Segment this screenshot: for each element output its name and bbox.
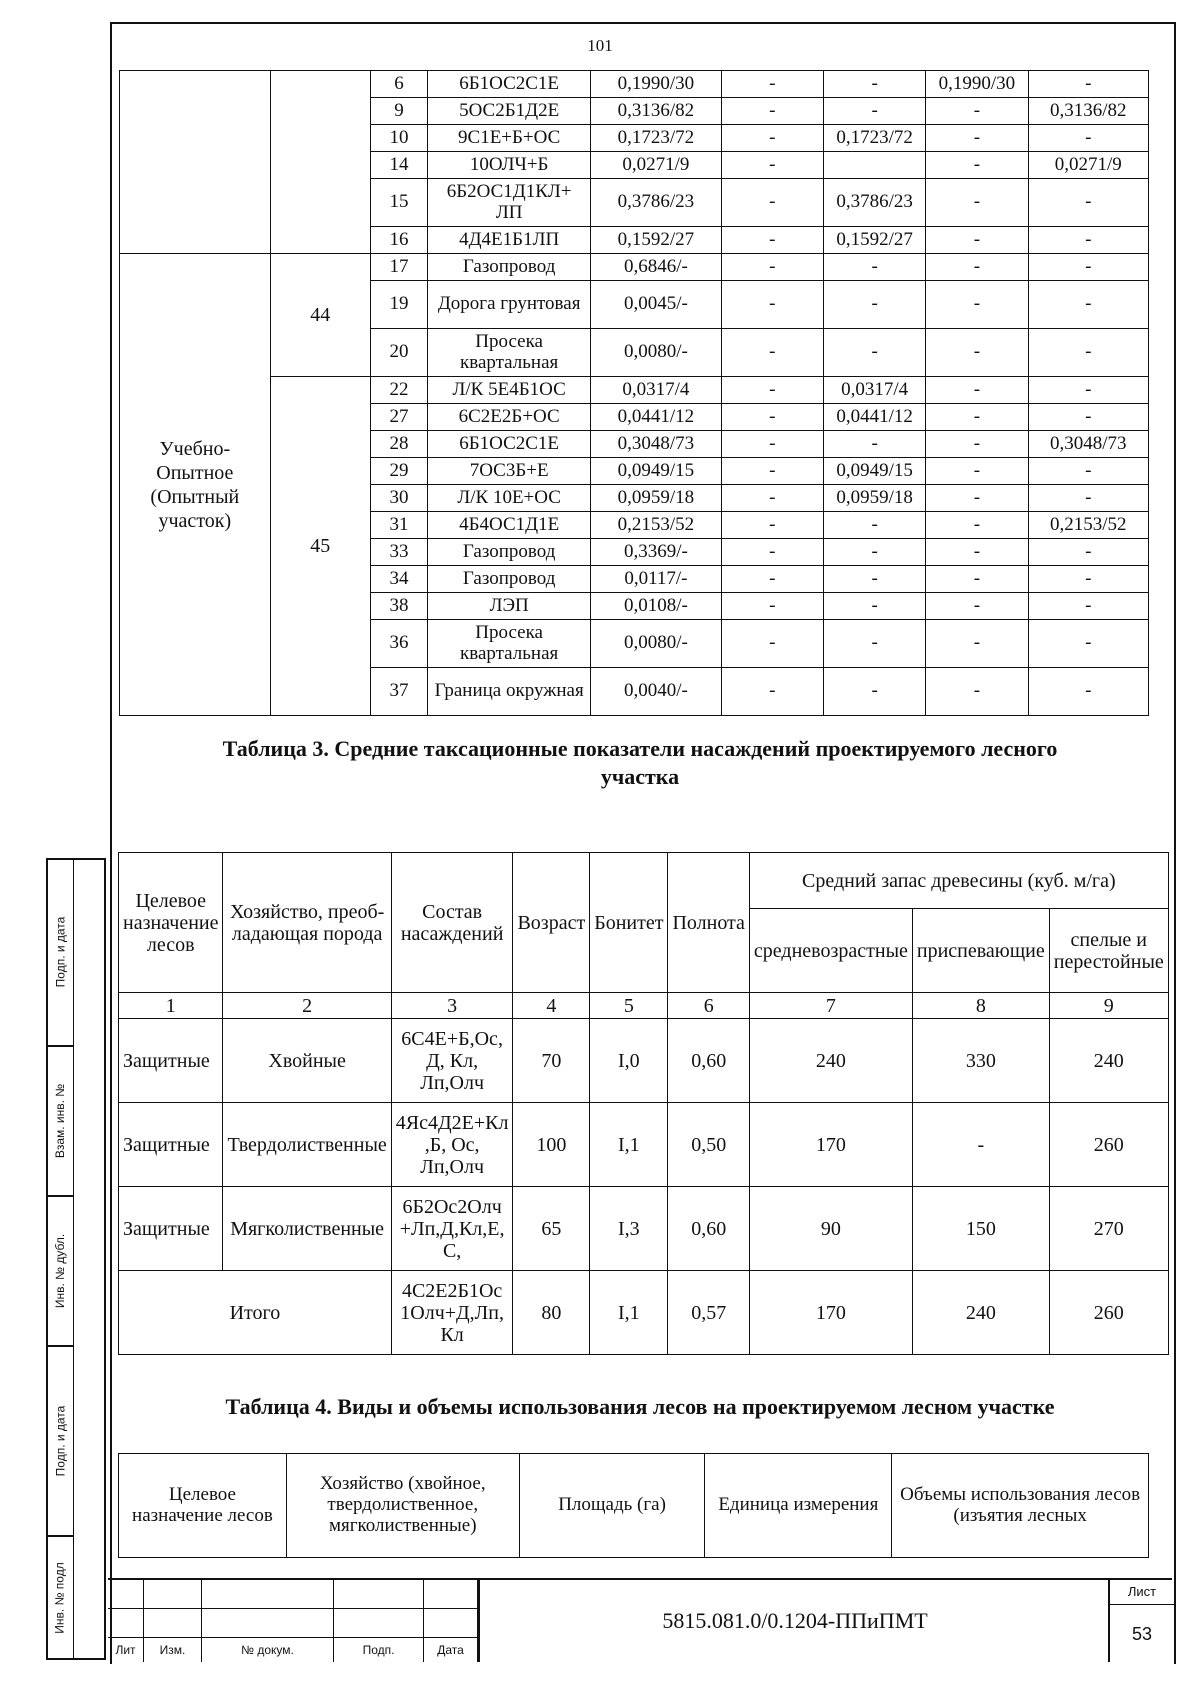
- table-cell: 10ОЛЧ+Б: [428, 152, 591, 179]
- table-cell: 0,3786/23: [823, 179, 925, 227]
- table-cell: -: [1028, 668, 1148, 716]
- table-cell: 0,3786/23: [591, 179, 721, 227]
- column-number: 2: [223, 993, 391, 1019]
- table-cell: -: [926, 539, 1028, 566]
- table-cell: 4Б4ОС1Д1Е: [428, 512, 591, 539]
- table-cell: -: [721, 281, 823, 329]
- table-cell: Хвойные: [223, 1019, 391, 1103]
- table-cell: -: [823, 254, 925, 281]
- table-cell: 0,1723/72: [591, 125, 721, 152]
- side-label-cell: [46, 1536, 74, 1660]
- table-cell: 0,3136/82: [1028, 98, 1148, 125]
- column-header: Единица измерения: [705, 1454, 892, 1558]
- table-cell: 37: [370, 668, 427, 716]
- table-cell: 240: [749, 1019, 912, 1103]
- stamp-column: [334, 1580, 424, 1662]
- table-cell: 330: [912, 1019, 1049, 1103]
- table-cell: -: [721, 431, 823, 458]
- table-cell: 0,0040/-: [591, 668, 721, 716]
- table-cell: 0,1990/30: [926, 71, 1028, 98]
- table-cell: 0,0441/12: [823, 404, 925, 431]
- side-label: Подп. и дата: [53, 916, 67, 988]
- table-cell: 0,0317/4: [591, 377, 721, 404]
- side-label-cell: [46, 1046, 74, 1196]
- col-density: Полнота: [668, 853, 749, 993]
- table-row: [119, 1187, 1169, 1271]
- table-cell: -: [721, 620, 823, 668]
- table-cell: 0,57: [668, 1271, 749, 1355]
- table-cell: -: [823, 539, 925, 566]
- table-cell: Дорога грунтовая: [428, 281, 591, 329]
- side-label: Инв. № дубл.: [53, 1233, 67, 1309]
- table-cell: 80: [513, 1271, 590, 1355]
- table-cell: -: [823, 281, 925, 329]
- table-cell: -: [823, 98, 925, 125]
- col-stock: Средний запас древесины (куб. м/га): [749, 853, 1168, 909]
- table-cell: -: [926, 404, 1028, 431]
- table-row: [119, 1103, 1169, 1187]
- table-cell: -: [1028, 71, 1148, 98]
- block-44: 44: [270, 254, 370, 377]
- table-cell: 0,2153/52: [591, 512, 721, 539]
- group-label: Учебно- Опытное (Опытный участок): [120, 254, 271, 716]
- forest-use-table: [118, 1453, 1149, 1558]
- table-cell: -: [1028, 179, 1148, 227]
- table-cell: 20: [370, 329, 427, 377]
- table-cell: -: [1028, 566, 1148, 593]
- table-cell: -: [823, 620, 925, 668]
- land-plots-table-body: [120, 71, 1149, 716]
- page-number: 101: [587, 36, 613, 55]
- table-cell: -: [926, 458, 1028, 485]
- table-cell: -: [721, 539, 823, 566]
- table-cell: 6С4Е+Б,Ос, Д, Кл, Лп,Олч: [391, 1019, 513, 1103]
- table-cell: Газопровод: [428, 539, 591, 566]
- table-cell: -: [1028, 281, 1148, 329]
- table-cell: Просека квартальная: [428, 620, 591, 668]
- table-cell: -: [1028, 404, 1148, 431]
- table-cell: I,3: [590, 1187, 668, 1271]
- stamp-column-label: Лит: [115, 1643, 136, 1657]
- table-cell: 22: [370, 377, 427, 404]
- stamp-column-label: № докум.: [241, 1643, 294, 1657]
- side-label-cell: [46, 1196, 74, 1346]
- col-ripening: приспевающие: [912, 909, 1049, 993]
- table-cell: 0,2153/52: [1028, 512, 1148, 539]
- table-cell: -: [1028, 227, 1148, 254]
- table-cell: 0,50: [668, 1103, 749, 1187]
- table-cell: 31: [370, 512, 427, 539]
- table-cell: -: [926, 329, 1028, 377]
- stamp-column: [108, 1580, 144, 1662]
- table-cell: 0,1592/27: [823, 227, 925, 254]
- taxation-table: [118, 852, 1169, 1355]
- table-cell: 33: [370, 539, 427, 566]
- table-cell: -: [926, 377, 1028, 404]
- col-farm: Хозяйство, преоб- ладающая порода: [223, 853, 391, 993]
- table-cell: Газопровод: [428, 254, 591, 281]
- block-cell-empty: [270, 71, 370, 254]
- table-cell: 19: [370, 281, 427, 329]
- table-cell: [823, 152, 925, 179]
- table-cell: Газопровод: [428, 566, 591, 593]
- table-cell: I,1: [590, 1271, 668, 1355]
- table-cell: -: [721, 566, 823, 593]
- col-bonitet: Бонитет: [590, 853, 668, 993]
- table-cell: -: [721, 593, 823, 620]
- table-cell: 0,0441/12: [591, 404, 721, 431]
- stamp-column-label: Дата: [437, 1643, 464, 1657]
- table-cell: -: [1028, 593, 1148, 620]
- table-cell: 0,0949/15: [591, 458, 721, 485]
- table-cell: 15: [370, 179, 427, 227]
- table-cell: 0,0080/-: [591, 620, 721, 668]
- table-cell: 260: [1049, 1271, 1168, 1355]
- table-cell: 150: [912, 1187, 1049, 1271]
- table-cell: I,1: [590, 1103, 668, 1187]
- table-cell: 100: [513, 1103, 590, 1187]
- table-row: [119, 1019, 1169, 1103]
- column-header: Целевое назначение лесов: [119, 1454, 287, 1558]
- stamp-column: [144, 1580, 202, 1662]
- side-label: Инв. № подл: [53, 1562, 68, 1634]
- table-cell: 0,0271/9: [591, 152, 721, 179]
- table-cell: -: [721, 254, 823, 281]
- table-cell: 0,0959/18: [591, 485, 721, 512]
- table-cell: -: [1028, 539, 1148, 566]
- table-cell: -: [926, 98, 1028, 125]
- col-mid-age: средневозрастные: [749, 909, 912, 993]
- table-cell: Граница окружная: [428, 668, 591, 716]
- table-cell: -: [1028, 254, 1148, 281]
- table-cell: 0,60: [668, 1187, 749, 1271]
- total-row: [119, 1271, 1169, 1355]
- stamp-column-label: Изм.: [159, 1643, 186, 1657]
- side-label-cell: [46, 1346, 74, 1536]
- table-cell: 16: [370, 227, 427, 254]
- table-cell: 270: [1049, 1187, 1168, 1271]
- table-cell: 6Б2Ос2Олч +Лп,Д,Кл,Е, С,: [391, 1187, 513, 1271]
- side-label-cell: [46, 858, 74, 1046]
- table-cell: -: [721, 179, 823, 227]
- sheet-box: [1108, 1580, 1174, 1662]
- table-cell: -: [721, 71, 823, 98]
- table-cell: Защитные: [119, 1187, 223, 1271]
- table-cell: 9С1Е+Б+ОС: [428, 125, 591, 152]
- table-cell: -: [926, 668, 1028, 716]
- table-cell: -: [1028, 329, 1148, 377]
- side-label: Взам. инв. №: [53, 1083, 67, 1159]
- column-header: Хозяйство (хвойное, твердолиственное, мягколиственные): [286, 1454, 519, 1558]
- table-row: [120, 71, 1149, 98]
- forest-use-header-row: [119, 1454, 1149, 1558]
- column-header: Объемы использования лесов (изъятия лесных: [892, 1454, 1149, 1558]
- table-cell: 38: [370, 593, 427, 620]
- table-cell: 0,1592/27: [591, 227, 721, 254]
- table-cell: -: [1028, 620, 1148, 668]
- table-cell: -: [926, 593, 1028, 620]
- table-cell: -: [823, 512, 925, 539]
- table-cell: -: [721, 512, 823, 539]
- block-45: 45: [270, 377, 370, 716]
- table-cell: 0,3369/-: [591, 539, 721, 566]
- table-cell: -: [721, 152, 823, 179]
- table-cell: 0,3048/73: [591, 431, 721, 458]
- table-cell: 70: [513, 1019, 590, 1103]
- column-number: 1: [119, 993, 223, 1019]
- document-code: 5815.081.0/0.1204-ППиПМТ: [478, 1580, 1110, 1662]
- table-cell: -: [926, 179, 1028, 227]
- column-number: 7: [749, 993, 912, 1019]
- table-cell: -: [926, 566, 1028, 593]
- table-cell: 170: [749, 1271, 912, 1355]
- table-cell: -: [721, 485, 823, 512]
- table-cell: 0,0949/15: [823, 458, 925, 485]
- table-cell: -: [926, 254, 1028, 281]
- table-cell: Л/К 5Е4Б1ОС: [428, 377, 591, 404]
- table-cell: -: [926, 431, 1028, 458]
- table-cell: -: [1028, 377, 1148, 404]
- table-cell: 0,60: [668, 1019, 749, 1103]
- table-cell: -: [926, 485, 1028, 512]
- stamp-column: [424, 1580, 478, 1662]
- table-cell: -: [823, 431, 925, 458]
- table-cell: -: [926, 281, 1028, 329]
- table-cell: -: [926, 620, 1028, 668]
- table-cell: 65: [513, 1187, 590, 1271]
- stamp-column: [202, 1580, 334, 1662]
- table-cell: 0,1723/72: [823, 125, 925, 152]
- column-number: 4: [513, 993, 590, 1019]
- table-cell: 17: [370, 254, 427, 281]
- table-cell: -: [823, 71, 925, 98]
- table-cell: -: [721, 98, 823, 125]
- table-cell: -: [721, 404, 823, 431]
- table-cell: I,0: [590, 1019, 668, 1103]
- table-cell: -: [823, 566, 925, 593]
- table-cell: ЛЭП: [428, 593, 591, 620]
- table-cell: Защитные: [119, 1103, 223, 1187]
- table-cell: 240: [912, 1271, 1049, 1355]
- table-cell: -: [926, 125, 1028, 152]
- table-cell: Защитные: [119, 1019, 223, 1103]
- table-row: [120, 254, 1149, 281]
- column-header: Площадь (га): [519, 1454, 705, 1558]
- land-plots-table: [119, 70, 1149, 716]
- column-number: 9: [1049, 993, 1168, 1019]
- table-cell: -: [912, 1103, 1049, 1187]
- total-label: Итого: [119, 1271, 392, 1355]
- table-cell: 0,0317/4: [823, 377, 925, 404]
- table-cell: -: [721, 668, 823, 716]
- table-cell: 0,0117/-: [591, 566, 721, 593]
- table-cell: -: [823, 593, 925, 620]
- table-cell: 0,0108/-: [591, 593, 721, 620]
- table-cell: 27: [370, 404, 427, 431]
- table-cell: Твердолиственные: [223, 1103, 391, 1187]
- column-number: 3: [391, 993, 513, 1019]
- column-number: 6: [668, 993, 749, 1019]
- table-cell: -: [926, 512, 1028, 539]
- column-number: 8: [912, 993, 1049, 1019]
- column-numbers-row: [119, 993, 1169, 1019]
- stamp-column-label: Подп.: [362, 1643, 395, 1657]
- table-cell: -: [721, 125, 823, 152]
- table-cell: 10: [370, 125, 427, 152]
- table4-caption: Таблица 4. Виды и объемы использования лесов на проектируемом лесном участке: [225, 1394, 1055, 1419]
- table-cell: 260: [1049, 1103, 1168, 1187]
- table-cell: -: [1028, 125, 1148, 152]
- table-cell: 0,0271/9: [1028, 152, 1148, 179]
- table-cell: 28: [370, 431, 427, 458]
- table-cell: Мягколиственные: [223, 1187, 391, 1271]
- table-cell: 170: [749, 1103, 912, 1187]
- table-cell: 0,1990/30: [591, 71, 721, 98]
- table-cell: Просека квартальная: [428, 329, 591, 377]
- table-cell: 6Б1ОС2С1Е: [428, 431, 591, 458]
- table-cell: 14: [370, 152, 427, 179]
- title-block: [108, 1578, 1172, 1662]
- table-cell: 36: [370, 620, 427, 668]
- table-cell: 0,3136/82: [591, 98, 721, 125]
- col-purpose: Целевое назначение лесов: [119, 853, 223, 993]
- table-cell: 240: [1049, 1019, 1168, 1103]
- table-cell: -: [721, 329, 823, 377]
- table-cell: -: [926, 152, 1028, 179]
- table-cell: 34: [370, 566, 427, 593]
- table-cell: 5ОС2Б1Д2Е: [428, 98, 591, 125]
- table-cell: -: [1028, 485, 1148, 512]
- col-mature: спелые и перестойные: [1049, 909, 1168, 993]
- table-cell: 0,3048/73: [1028, 431, 1148, 458]
- table-cell: 6Б1ОС2С1Е: [428, 71, 591, 98]
- table-cell: 7ОС3Б+Е: [428, 458, 591, 485]
- stamp-grid: [108, 1580, 478, 1662]
- table-cell: 0,6846/-: [591, 254, 721, 281]
- table-cell: 29: [370, 458, 427, 485]
- table-cell: 6Б2ОС1Д1КЛ+ ЛП: [428, 179, 591, 227]
- table-cell: -: [721, 227, 823, 254]
- table-cell: -: [823, 329, 925, 377]
- table-cell: 0,0045/-: [591, 281, 721, 329]
- column-number: 5: [590, 993, 668, 1019]
- table-cell: -: [823, 668, 925, 716]
- table-cell: 30: [370, 485, 427, 512]
- col-composition: Состав насаждений: [391, 853, 513, 993]
- table-cell: -: [721, 458, 823, 485]
- table-cell: -: [926, 227, 1028, 254]
- taxation-table-body: [119, 1019, 1169, 1355]
- col-age: Возраст: [513, 853, 590, 993]
- table-cell: 9: [370, 98, 427, 125]
- table3-caption: Таблица 3. Средние таксационные показатели насаждений проектируемого лесного участка: [222, 736, 1058, 789]
- table-cell: -: [1028, 458, 1148, 485]
- table-cell: 0,0959/18: [823, 485, 925, 512]
- table-cell: 0,0080/-: [591, 329, 721, 377]
- table-cell: 4Яс4Д2Е+Кл ,Б, Ос, Лп,Олч: [391, 1103, 513, 1187]
- sheet-number: 53: [1131, 1624, 1153, 1644]
- table-cell: 4Д4Е1Б1ЛП: [428, 227, 591, 254]
- table-cell: 90: [749, 1187, 912, 1271]
- sheet-label: Лист: [1110, 1580, 1174, 1605]
- table-cell: Л/К 10Е+ОС: [428, 485, 591, 512]
- table-cell: 4С2Е2Б1Ос 1Олч+Д,Лп, Кл: [391, 1271, 513, 1355]
- group-cell-empty: [120, 71, 271, 254]
- table-cell: 6С2Е2Б+ОС: [428, 404, 591, 431]
- side-label: Подп. и дата: [53, 1405, 67, 1477]
- table-row: [120, 377, 1149, 404]
- table-cell: 6: [370, 71, 427, 98]
- table-cell: -: [721, 377, 823, 404]
